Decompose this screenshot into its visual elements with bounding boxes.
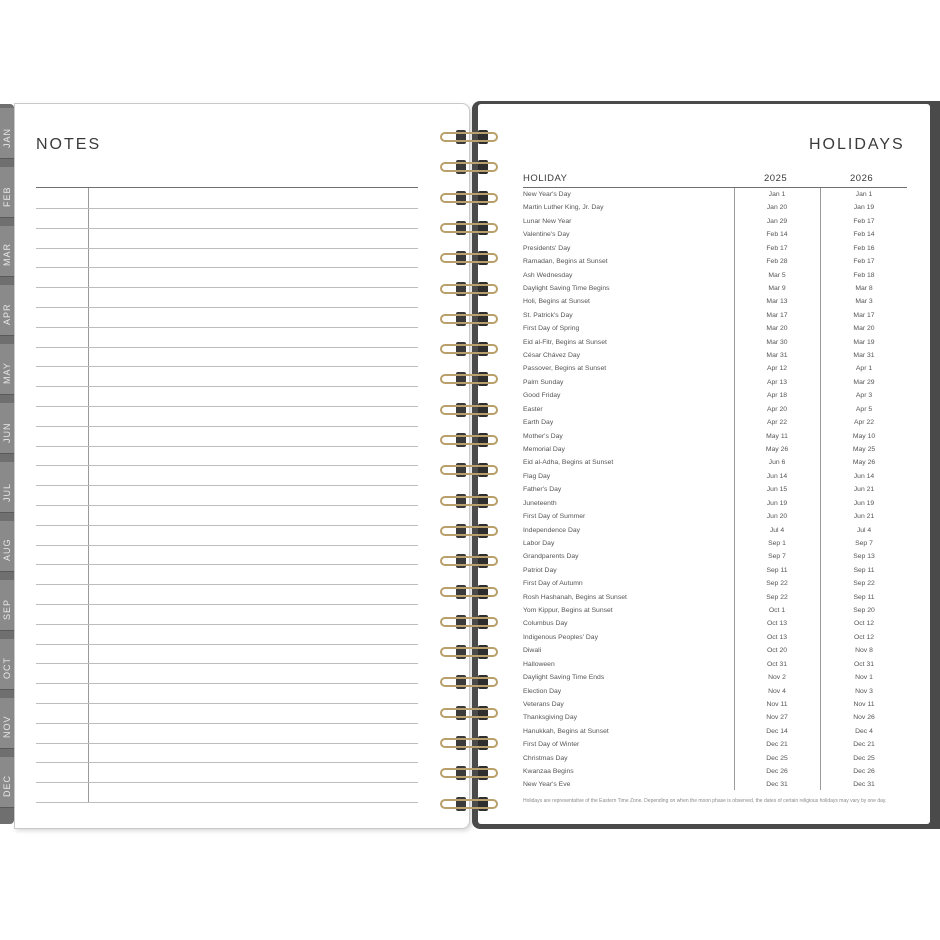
holiday-name: Ash Wednesday (523, 271, 573, 279)
spiral-ring (440, 160, 500, 174)
month-tab-jan[interactable] (0, 108, 14, 159)
notes-line (36, 307, 418, 308)
holiday-row (523, 605, 907, 618)
date-2026: Jun 21 (853, 486, 875, 494)
month-tab-jul[interactable] (0, 462, 14, 513)
date-2025: Jul 4 (769, 526, 785, 534)
holiday-name: Thanksgiving Day (523, 714, 578, 722)
month-tab-label: SEP (2, 598, 12, 620)
month-tab-sep[interactable] (0, 580, 14, 631)
holiday-row (523, 256, 907, 269)
holiday-row (523, 229, 907, 242)
notes-line (36, 426, 418, 427)
date-2025: Mar 5 (768, 271, 786, 279)
holiday-name: Eid al-Fitr, Begins at Sunset (523, 338, 607, 346)
holiday-name: Patriot Day (523, 566, 557, 574)
date-2025: Dec 14 (766, 727, 788, 735)
month-tab-nov[interactable] (0, 698, 14, 749)
holiday-row (523, 270, 907, 283)
holiday-name: Diwali (523, 647, 542, 655)
date-2026: Sep 13 (853, 553, 875, 561)
date-2026: Nov 26 (853, 714, 875, 722)
notes-line (36, 663, 418, 664)
holiday-row (523, 283, 907, 296)
notes-line (36, 406, 418, 407)
holiday-row (523, 672, 907, 685)
date-2026: Jul 4 (856, 526, 872, 534)
spiral-ring (440, 221, 500, 235)
holiday-name: Indigenous Peoples' Day (523, 633, 598, 641)
holiday-name: Good Friday (523, 392, 561, 400)
spiral-ring (440, 282, 500, 296)
date-2026: Jan 1 (855, 191, 873, 198)
holiday-row (523, 538, 907, 551)
date-2026: Apr 22 (853, 419, 875, 427)
holiday-row (523, 243, 907, 256)
notes-line (36, 624, 418, 625)
spiral-ring (440, 675, 500, 689)
date-2026: Jun 14 (853, 472, 875, 480)
holiday-row (523, 632, 907, 645)
header-rule (523, 187, 907, 188)
date-2026: Feb 16 (853, 244, 875, 252)
holiday-name: Veterans Day (523, 700, 564, 708)
month-tab-aug[interactable] (0, 521, 14, 572)
notes-line (36, 743, 418, 744)
date-2026: Nov 3 (855, 687, 873, 695)
holiday-name: Lunar New Year (523, 217, 572, 225)
month-tab-dec[interactable] (0, 757, 14, 808)
spiral-ring (440, 191, 500, 205)
holiday-row (523, 444, 907, 457)
notes-line (36, 208, 418, 209)
date-2025: Feb 28 (766, 258, 788, 266)
date-2026: Dec 4 (855, 727, 873, 735)
holiday-row (523, 618, 907, 631)
holiday-name: Father's Day (523, 486, 562, 494)
date-2025: Sep 11 (766, 566, 788, 574)
date-2025: Oct 20 (766, 647, 788, 655)
date-2025: Mar 9 (768, 284, 786, 292)
holiday-name: First Day of Summer (523, 513, 586, 521)
holiday-row (523, 202, 907, 215)
date-2026: Jun 19 (853, 499, 875, 507)
date-2025: Apr 18 (766, 392, 788, 400)
spiral-ring (440, 645, 500, 659)
date-2025: Jun 6 (768, 459, 786, 467)
holiday-row (523, 484, 907, 497)
notes-line (36, 465, 418, 466)
holiday-name: Memorial Day (523, 445, 565, 453)
month-tab-label: JUL (2, 482, 12, 502)
holiday-name: Flag Day (523, 472, 551, 480)
date-2025: Oct 31 (766, 660, 788, 668)
holiday-name: New Year's Eve (523, 781, 571, 789)
holiday-row (523, 417, 907, 430)
date-2026: Mar 3 (855, 298, 873, 306)
date-2025: Jun 19 (766, 499, 788, 507)
date-2026: Mar 17 (853, 311, 875, 319)
notes-line (36, 347, 418, 348)
holiday-name: Independence Day (523, 526, 581, 534)
month-tab-label: JUN (2, 422, 12, 443)
notes-line (36, 287, 418, 288)
spiral-ring (440, 585, 500, 599)
holiday-name: Kwanzaa Begins (523, 768, 574, 776)
month-tab-label: JAN (2, 127, 12, 148)
holiday-name: Daylight Saving Time Ends (523, 674, 605, 682)
notes-line (36, 683, 418, 684)
holiday-name: Hanukkah, Begins at Sunset (523, 727, 609, 735)
month-tab-label: FEB (2, 186, 12, 207)
date-2026: Sep 11 (853, 593, 875, 601)
holiday-name: Juneteenth (523, 499, 557, 507)
holiday-row (523, 350, 907, 363)
holiday-name: New Year's Day (523, 191, 571, 198)
notes-line (36, 446, 418, 447)
holiday-row (523, 377, 907, 390)
date-2025: Sep 22 (766, 593, 788, 601)
holiday-row (523, 310, 907, 323)
holiday-name: Martin Luther King, Jr. Day (523, 204, 604, 212)
notes-line (36, 327, 418, 328)
holiday-row (523, 699, 907, 712)
date-2026: Mar 20 (853, 325, 875, 333)
date-2025: Feb 14 (766, 231, 788, 239)
month-tab-feb[interactable] (0, 167, 14, 218)
holiday-row (523, 390, 907, 403)
date-2026: Nov 1 (855, 674, 873, 682)
date-2026: Dec 26 (853, 768, 875, 776)
holiday-name: Election Day (523, 687, 562, 695)
date-2026: May 25 (852, 445, 876, 453)
spiral-ring (440, 494, 500, 508)
spiral-ring (440, 403, 500, 417)
month-tabs (0, 104, 14, 824)
notes-line (36, 248, 418, 249)
notes-margin-line (88, 188, 89, 802)
holiday-row (523, 189, 907, 202)
date-2025: Nov 11 (766, 700, 788, 708)
holiday-row (523, 645, 907, 658)
month-tab-label: OCT (2, 657, 12, 679)
month-tab-jun[interactable] (0, 403, 14, 454)
date-2025: May 11 (766, 432, 788, 440)
date-2025: Nov 4 (768, 687, 786, 695)
date-2025: Apr 22 (766, 419, 788, 427)
holidays-title: HOLIDAYS (809, 136, 905, 153)
holiday-name: Eid al-Adha, Begins at Sunset (523, 459, 614, 467)
holiday-name: Christmas Day (523, 754, 568, 762)
date-2025: Jan 29 (766, 217, 788, 225)
notes-top-rule (36, 187, 418, 188)
holiday-name: Yom Kippur, Begins at Sunset (523, 607, 613, 615)
spiral-ring (440, 706, 500, 720)
month-tab-label: AUG (2, 538, 12, 561)
holiday-name: St. Patrick's Day (523, 311, 573, 319)
header-holiday: HOLIDAY (523, 173, 568, 184)
spiral-ring (440, 342, 500, 356)
date-2026: Nov 8 (855, 647, 873, 655)
notes-line (36, 525, 418, 526)
notes-line (36, 386, 418, 387)
header-year-2: 2026 (850, 173, 874, 184)
month-tab-label: APR (2, 303, 12, 325)
spiral-ring (440, 736, 500, 750)
date-2026: Jan 19 (853, 204, 875, 212)
spiral-ring (440, 372, 500, 386)
holiday-name: Presidents' Day (523, 244, 571, 252)
date-2026: Feb 14 (853, 231, 875, 239)
date-2026: Mar 8 (855, 284, 873, 292)
date-2026: Oct 12 (853, 633, 875, 641)
notes-line (36, 505, 418, 506)
notes-line (36, 762, 418, 763)
date-2026: Oct 12 (853, 620, 875, 628)
notes-line (36, 644, 418, 645)
month-tab-apr[interactable] (0, 285, 14, 336)
holiday-row (523, 471, 907, 484)
holiday-name: First Day of Winter (523, 741, 580, 749)
holiday-name: Labor Day (523, 539, 555, 547)
holiday-name: Palm Sunday (523, 378, 564, 386)
holiday-name: Halloween (523, 660, 555, 668)
date-2025: Feb 17 (766, 244, 788, 252)
date-2025: Mar 31 (766, 352, 788, 360)
holiday-row (523, 363, 907, 376)
date-2025: Jun 14 (766, 472, 788, 480)
spiral-ring (440, 463, 500, 477)
spiral-ring (440, 433, 500, 447)
holiday-name: First Day of Spring (523, 325, 580, 333)
date-2026: Jun 21 (853, 513, 875, 521)
notes-line (36, 703, 418, 704)
date-2026: Sep 22 (853, 580, 875, 588)
date-2026: Sep 11 (853, 566, 875, 574)
month-tab-label: DEC (2, 774, 12, 797)
date-2025: Sep 22 (766, 580, 788, 588)
footnote: Holidays are representative of the Eastern Time Zone. Depending on when the moon phase is observed, the dates of certain religious holidays may vary by one day. (523, 798, 887, 804)
date-2025: Oct 1 (768, 607, 786, 615)
holiday-row (523, 565, 907, 578)
notes-line (36, 604, 418, 605)
date-2026: May 10 (852, 432, 876, 440)
holiday-name: Rosh Hashanah, Begins at Sunset (523, 593, 627, 601)
holiday-row (523, 323, 907, 336)
month-tab-may[interactable] (0, 344, 14, 395)
holiday-row (523, 296, 907, 309)
notes-line (36, 802, 418, 803)
date-2026: Dec 31 (853, 781, 875, 789)
date-2025: Jun 15 (766, 486, 788, 494)
date-2026: Feb 17 (853, 258, 875, 266)
notes-line (36, 545, 418, 546)
spiral-ring (440, 312, 500, 326)
date-2025: Sep 1 (768, 539, 786, 547)
holiday-name: Columbus Day (523, 620, 568, 628)
holiday-name: Easter (523, 405, 543, 413)
holiday-row (523, 726, 907, 739)
date-2026: Dec 25 (853, 754, 875, 762)
spiral-ring (440, 766, 500, 780)
holiday-name: Ramadan, Begins at Sunset (523, 258, 608, 266)
notes-line (36, 366, 418, 367)
date-2025: Oct 13 (766, 620, 788, 628)
spiral-ring (440, 615, 500, 629)
notes-line (36, 782, 418, 783)
date-2025: Apr 12 (766, 365, 788, 373)
month-tab-mar[interactable] (0, 226, 14, 277)
date-2026: Oct 31 (853, 660, 875, 668)
holiday-name: Passover, Begins at Sunset (523, 365, 607, 373)
date-2026: Mar 31 (853, 352, 875, 360)
notes-line (36, 723, 418, 724)
holiday-row (523, 659, 907, 672)
holiday-row (523, 525, 907, 538)
holiday-row (523, 578, 907, 591)
date-2026: Nov 11 (853, 700, 875, 708)
holiday-row (523, 753, 907, 766)
date-2025: Dec 25 (766, 754, 788, 762)
date-2025: May 26 (765, 445, 789, 453)
holiday-row (523, 686, 907, 699)
holiday-row (523, 712, 907, 725)
date-2025: Mar 20 (766, 325, 788, 333)
holiday-name: First Day of Autumn (523, 580, 583, 588)
date-2025: Dec 26 (766, 768, 788, 776)
holiday-row (523, 739, 907, 752)
holiday-name: Grandparents Day (523, 553, 579, 561)
month-tab-label: NOV (2, 715, 12, 738)
notes-line (36, 584, 418, 585)
spiral-ring (440, 797, 500, 811)
date-2026: Sep 20 (853, 607, 875, 615)
date-2025: Mar 13 (766, 298, 788, 306)
spiral-ring (440, 524, 500, 538)
notes-line (36, 228, 418, 229)
holiday-name: Mother's Day (523, 432, 563, 440)
date-2025: Jan 20 (766, 204, 788, 212)
date-2025: Apr 20 (766, 405, 788, 413)
month-tab-label: MAY (2, 362, 12, 384)
holiday-row (523, 404, 907, 417)
date-2026: Mar 29 (853, 378, 875, 386)
date-2025: Oct 13 (766, 633, 788, 641)
date-2026: Dec 21 (853, 741, 875, 749)
notes-line (36, 485, 418, 486)
date-2025: Apr 13 (766, 378, 788, 386)
holiday-row (523, 511, 907, 524)
holiday-row (523, 592, 907, 605)
header-year-1: 2025 (764, 173, 788, 184)
holiday-row (523, 498, 907, 511)
holiday-row (523, 337, 907, 350)
date-2026: Mar 19 (853, 338, 875, 346)
holiday-name: Daylight Saving Time Begins (523, 284, 610, 292)
month-tab-label: MAR (2, 243, 12, 266)
holiday-row (523, 216, 907, 229)
date-2026: May 26 (852, 459, 876, 467)
holiday-name: Valentine's Day (523, 231, 570, 239)
date-2026: Feb 17 (853, 217, 875, 225)
notes-line (36, 564, 418, 565)
date-2025: Dec 21 (766, 741, 788, 749)
date-2026: Feb 18 (853, 271, 875, 279)
date-2026: Apr 3 (855, 392, 873, 400)
spiral-ring (440, 251, 500, 265)
date-2025: Mar 17 (766, 311, 788, 319)
holiday-row (523, 766, 907, 779)
holiday-row (523, 457, 907, 470)
date-2025: Dec 31 (766, 781, 788, 789)
spiral-ring (440, 554, 500, 568)
date-2025: Sep 7 (768, 553, 786, 561)
notes-line (36, 267, 418, 268)
holiday-row (523, 431, 907, 444)
date-2025: Jan 1 (768, 191, 786, 198)
notes-title: NOTES (36, 136, 102, 153)
holiday-name: Holi, Begins at Sunset (523, 298, 590, 306)
holiday-row (523, 551, 907, 564)
date-2025: Mar 30 (766, 338, 788, 346)
month-tab-oct[interactable] (0, 639, 14, 690)
date-2026: Sep 7 (855, 539, 873, 547)
holiday-row (523, 779, 907, 792)
date-2025: Nov 27 (766, 714, 788, 722)
date-2025: Nov 2 (768, 674, 786, 682)
date-2026: Apr 5 (855, 405, 873, 413)
spiral-ring (440, 130, 500, 144)
holiday-name: Earth Day (523, 419, 554, 427)
date-2025: Jun 20 (766, 513, 788, 521)
holiday-name: César Chávez Day (523, 352, 581, 360)
date-2026: Apr 1 (855, 365, 873, 373)
